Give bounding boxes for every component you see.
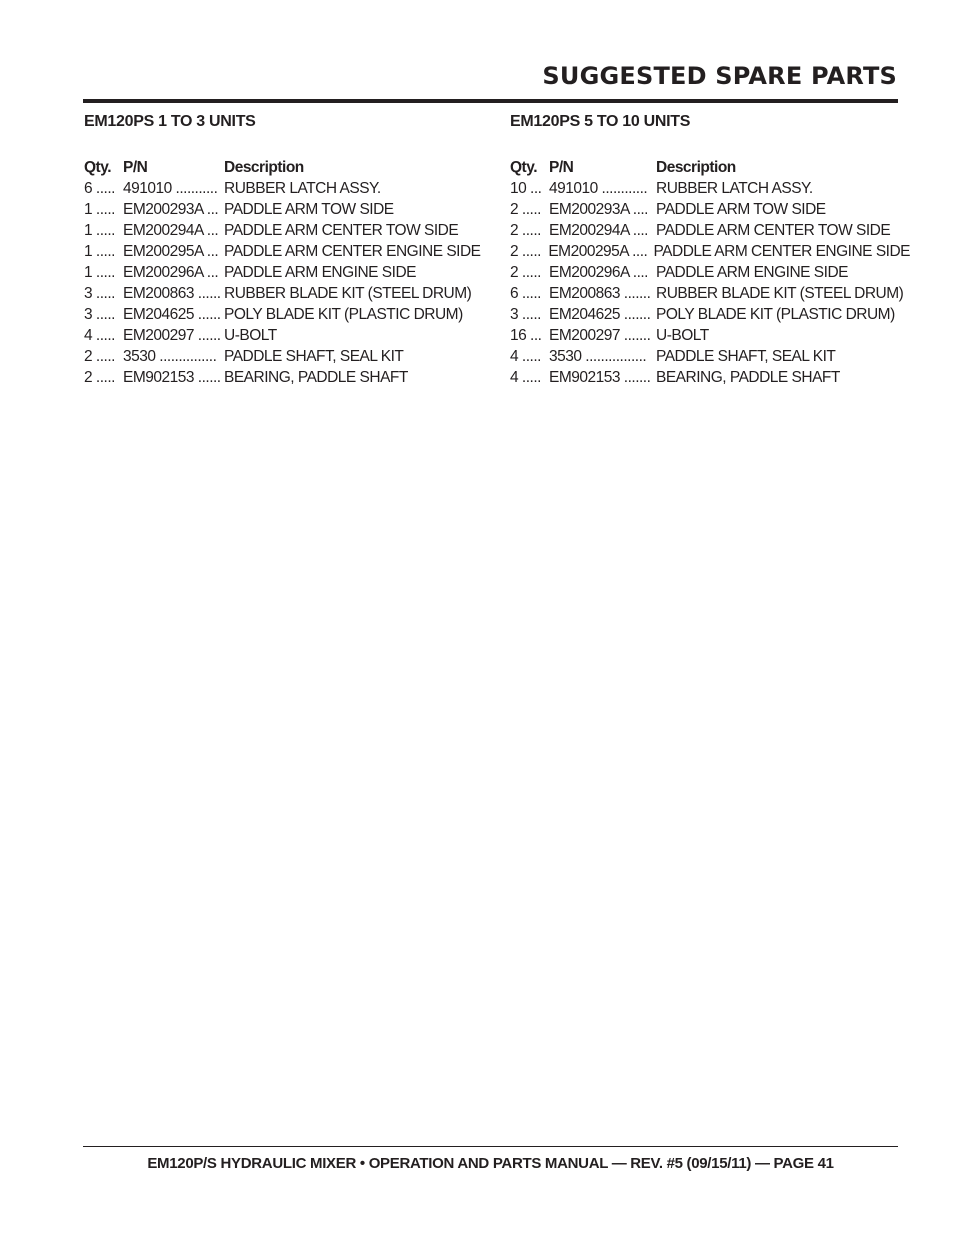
table-row bbox=[84, 346, 494, 367]
description-cell: RUBBER BLADE KIT (STEEL DRUM) bbox=[224, 285, 472, 302]
description-cell: PADDLE ARM ENGINE SIDE bbox=[224, 264, 416, 281]
table-row bbox=[510, 346, 910, 367]
part-number-cell: EM200293A .... bbox=[549, 201, 648, 218]
qty-header: Qty. bbox=[84, 159, 111, 176]
table-row bbox=[84, 241, 494, 262]
table-row bbox=[510, 325, 910, 346]
left-parts-column bbox=[84, 113, 494, 388]
qty-cell: 2 ..... bbox=[510, 201, 541, 218]
qty-cell: 3 ..... bbox=[84, 306, 115, 323]
pn-header: P/N bbox=[123, 159, 148, 176]
right-section-title: EM120PS 5 TO 10 UNITS bbox=[510, 113, 691, 130]
description-cell: PADDLE ARM CENTER TOW SIDE bbox=[224, 222, 459, 239]
part-number-cell: EM902153 ...... bbox=[123, 369, 221, 386]
table-row bbox=[510, 262, 910, 283]
table-row bbox=[84, 283, 494, 304]
qty-cell: 3 ..... bbox=[84, 285, 115, 302]
description-cell: PADDLE ARM CENTER ENGINE SIDE bbox=[653, 243, 910, 260]
description-cell: POLY BLADE KIT (PLASTIC DRUM) bbox=[656, 306, 895, 323]
qty-cell: 2 ..... bbox=[510, 264, 541, 281]
table-row bbox=[510, 283, 910, 304]
table-row bbox=[510, 367, 910, 388]
part-number-cell: EM200297 ...... bbox=[123, 327, 221, 344]
description-cell: PADDLE ARM TOW SIDE bbox=[224, 201, 394, 218]
description-cell: PADDLE ARM TOW SIDE bbox=[656, 201, 826, 218]
qty-cell: 1 ..... bbox=[84, 243, 115, 260]
part-number-cell: EM200296A .... bbox=[549, 264, 648, 281]
description-cell: U-BOLT bbox=[656, 327, 709, 344]
part-number-cell: EM204625 ....... bbox=[549, 306, 651, 323]
qty-cell: 2 ..... bbox=[84, 348, 115, 365]
description-cell: RUBBER BLADE KIT (STEEL DRUM) bbox=[656, 285, 904, 302]
part-number-cell: EM200294A .... bbox=[549, 222, 648, 239]
part-number-cell: 3530 ................ bbox=[549, 348, 647, 365]
page-footer: EM120P/S HYDRAULIC MIXER • OPERATION AND PARTS MANUAL — REV. #5 (09/15/11) — PAGE 41 bbox=[147, 1155, 834, 1172]
table-row bbox=[510, 220, 910, 241]
title-divider bbox=[83, 99, 898, 103]
part-number-cell: EM200295A ... bbox=[123, 243, 219, 260]
qty-cell: 16 ... bbox=[510, 327, 542, 344]
qty-cell: 1 ..... bbox=[84, 201, 115, 218]
part-number-cell: 491010 ............ bbox=[549, 180, 648, 197]
qty-cell: 2 ..... bbox=[510, 222, 541, 239]
qty-cell: 2 ..... bbox=[510, 243, 541, 260]
description-cell: POLY BLADE KIT (PLASTIC DRUM) bbox=[224, 306, 463, 323]
pn-header: P/N bbox=[549, 159, 574, 176]
part-number-cell: 491010 ........... bbox=[123, 180, 218, 197]
qty-cell: 10 ... bbox=[510, 180, 542, 197]
part-number-cell: EM200296A ... bbox=[123, 264, 219, 281]
description-cell: PADDLE ARM CENTER ENGINE SIDE bbox=[224, 243, 481, 260]
qty-cell: 4 ..... bbox=[84, 327, 115, 344]
table-row bbox=[510, 241, 910, 262]
table-row bbox=[84, 304, 494, 325]
page-title: SUGGESTED SPARE PARTS bbox=[542, 62, 897, 90]
part-number-cell: EM902153 ....... bbox=[549, 369, 651, 386]
table-row bbox=[84, 262, 494, 283]
part-number-cell: EM200294A ... bbox=[123, 222, 219, 239]
table-row bbox=[510, 199, 910, 220]
part-number-cell: 3530 ............... bbox=[123, 348, 217, 365]
right-parts-list bbox=[510, 178, 910, 388]
table-row bbox=[510, 304, 910, 325]
description-cell: PADDLE ARM CENTER TOW SIDE bbox=[656, 222, 891, 239]
table-row bbox=[84, 367, 494, 388]
qty-cell: 3 ..... bbox=[510, 306, 541, 323]
description-cell: PADDLE ARM ENGINE SIDE bbox=[656, 264, 848, 281]
description-header: Description bbox=[656, 159, 736, 176]
description-cell: U-BOLT bbox=[224, 327, 277, 344]
description-cell: BEARING, PADDLE SHAFT bbox=[656, 369, 840, 386]
right-table-header bbox=[510, 157, 910, 178]
qty-cell: 2 ..... bbox=[84, 369, 115, 386]
description-cell: PADDLE SHAFT, SEAL KIT bbox=[656, 348, 836, 365]
part-number-cell: EM200295A .... bbox=[548, 243, 648, 260]
qty-cell: 6 ..... bbox=[510, 285, 541, 302]
part-number-cell: EM204625 ...... bbox=[123, 306, 221, 323]
description-header: Description bbox=[224, 159, 304, 176]
qty-cell: 4 ..... bbox=[510, 348, 541, 365]
table-row bbox=[84, 325, 494, 346]
part-number-cell: EM200297 ....... bbox=[549, 327, 651, 344]
part-number-cell: EM200293A ... bbox=[123, 201, 219, 218]
table-row bbox=[510, 178, 910, 199]
description-cell: BEARING, PADDLE SHAFT bbox=[224, 369, 408, 386]
description-cell: PADDLE SHAFT, SEAL KIT bbox=[224, 348, 404, 365]
table-row bbox=[84, 178, 494, 199]
right-parts-column bbox=[510, 113, 910, 388]
qty-cell: 1 ..... bbox=[84, 222, 115, 239]
qty-cell: 6 ..... bbox=[84, 180, 115, 197]
footer-divider bbox=[83, 1146, 898, 1147]
description-cell: RUBBER LATCH ASSY. bbox=[224, 180, 381, 197]
left-table-header bbox=[84, 157, 494, 178]
qty-cell: 4 ..... bbox=[510, 369, 541, 386]
description-cell: RUBBER LATCH ASSY. bbox=[656, 180, 813, 197]
table-row bbox=[84, 220, 494, 241]
part-number-cell: EM200863 ...... bbox=[123, 285, 221, 302]
table-row bbox=[84, 199, 494, 220]
left-parts-list bbox=[84, 178, 494, 388]
qty-header: Qty. bbox=[510, 159, 537, 176]
qty-cell: 1 ..... bbox=[84, 264, 115, 281]
part-number-cell: EM200863 ....... bbox=[549, 285, 651, 302]
left-section-title: EM120PS 1 TO 3 UNITS bbox=[84, 113, 256, 130]
